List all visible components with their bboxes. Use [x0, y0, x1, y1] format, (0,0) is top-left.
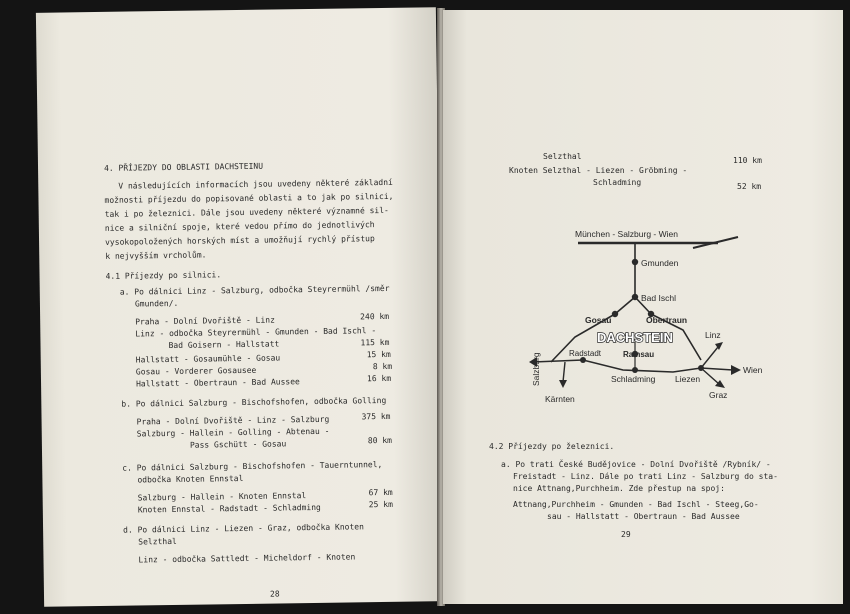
chapter-heading: 4. PŘÍJEZDY DO OBLASTI DACHSTEINU — [103, 161, 264, 173]
map-label-obertraun: Obertraun — [646, 315, 688, 325]
map-label-graz: Graz — [709, 390, 728, 400]
route-distance: 240 km — [360, 311, 390, 322]
map-label-dachstein: DACHSTEIN — [597, 330, 673, 345]
rail-route-line: Attnang,Purchheim - Gmunden - Bad Ischl - Steeg,Go- — [513, 500, 759, 509]
map-node-liezen — [698, 365, 704, 371]
intro-line: tak i po železnici. Dále jsou uvedeny některé významné sil- — [104, 205, 389, 219]
route-text: Selzthal — [543, 152, 582, 161]
section-title-rail: 4.2 Příjezdy po železnici. — [489, 442, 615, 451]
route-text: Pass Gschütt - Gosau — [189, 439, 287, 450]
intro-line: nice a silniční spoje, které vedou přímo do jednotlivých — [104, 220, 375, 233]
map-node-bad-ischl — [632, 294, 638, 300]
item-c-title: odbočka Knoten Ennstal — [137, 473, 244, 485]
intro-line: k nejvyšším vrcholům. — [105, 250, 207, 261]
route-distance: 15 km — [366, 349, 391, 360]
route-text: Linz - odbočka Sattledt - Micheldorf - Knoten — [138, 552, 356, 565]
route-distance: 80 km — [367, 435, 393, 446]
map-label-ramsau: Ramsau — [623, 350, 655, 359]
map-label-bad-ischl: Bad Ischl — [641, 293, 676, 303]
route-distance: 52 km — [737, 182, 762, 191]
item-a-title: Gmunden/. — [134, 298, 179, 309]
map-node-schladming — [632, 367, 638, 373]
route-text: Linz - odbočka Steyrermühl - Gmunden - Bad Ischl - — [135, 326, 377, 339]
right-page — [443, 10, 843, 604]
dachstein-access-map — [523, 212, 783, 412]
route-distance: 375 km — [361, 411, 391, 422]
route-text: Knoten Selzthal - Liezen - Gröbming - — [509, 166, 688, 175]
map-label-gmunden: Gmunden — [641, 258, 679, 268]
rail-route-line: sau - Hallstatt - Obertraun - Bad Aussee — [547, 512, 740, 521]
item-c-title: c. Po dálnici Salzburg - Bischofshofen - Tauerntunnel, — [122, 460, 383, 473]
map-road-gosau — [615, 297, 635, 314]
map-banner-label: München - Salzburg - Wien — [575, 229, 678, 239]
item-d-title: d. Po dálnici Linz - Liezen - Graz, odbočka Knoten — [123, 522, 364, 535]
route-text: Salzburg - Hallein - Golling - Abtenau - — [136, 426, 330, 439]
route-distance: 115 km — [360, 337, 390, 348]
map-road-graz — [701, 368, 719, 384]
route-text: Hallstatt - Gosaumühle - Gosau — [135, 353, 281, 365]
section-title-road: 4.1 Příjezdy po silnici. — [105, 270, 222, 281]
route-distance: 110 km — [733, 156, 762, 165]
route-text: Schladming — [593, 178, 642, 187]
map-label-salzburg: Salzburg — [531, 352, 541, 386]
route-text: Hallstatt - Obertraun - Bad Aussee — [136, 377, 300, 389]
route-distance: 25 km — [368, 499, 393, 510]
rail-paragraph-line: nice Attnang,Purchheim. Zde přestup na spoj: — [513, 484, 725, 493]
map-label-gosau: Gosau — [585, 315, 612, 325]
intro-line: možnosti příjezdu do popisované oblasti a to jak po silnici, — [104, 191, 394, 205]
route-distance: 16 km — [366, 373, 392, 384]
route-text: Salzburg - Hallein - Knoten Ennstal — [137, 491, 307, 503]
map-label-schladming: Schladming — [611, 374, 656, 384]
route-text: Praha - Dolní Dvořiště - Linz — [135, 315, 275, 327]
map-label-linz: Linz — [705, 330, 721, 340]
route-distance: 67 km — [368, 487, 393, 498]
rail-paragraph-line: a. Po trati České Budějovice - Dolní Dvořiště /Rybník/ - — [501, 460, 771, 469]
route-text: Praha - Dolní Dvořiště - Linz - Salzburg — [136, 414, 330, 427]
map-label-karnten: Kärnten — [545, 394, 575, 404]
rail-paragraph-line: Freistadt - Linz. Dále po trati Linz - Salzburg do sta- — [513, 472, 778, 481]
map-label-radstadt: Radstadt — [569, 349, 602, 358]
map-arrow-wien — [731, 365, 741, 375]
route-distance: 8 km — [372, 361, 393, 372]
item-d-title: Selzthal — [138, 536, 177, 547]
map-node-gosau — [612, 311, 618, 317]
item-b-title: b. Po dálnici Salzburg - Bischofshofen, odbočka Golling — [121, 395, 387, 409]
route-text: Gosau - Vorderer Gosausee — [135, 365, 257, 377]
map-node-gmunden — [632, 259, 638, 265]
map-label-wien: Wien — [743, 365, 763, 375]
route-text: Bad Goisern - Hallstatt — [168, 339, 280, 351]
item-a-title: a. Po dálnici Linz - Salzburg, odbočka Steyrermühl /směr — [119, 283, 390, 297]
map-road-linz — [701, 347, 718, 368]
map-label-liezen: Liezen — [675, 374, 701, 384]
route-text: Knoten Ennstal - Radstadt - Schladming — [137, 502, 321, 515]
page-number: 28 — [269, 589, 280, 599]
map-arrow-karnten — [559, 380, 567, 388]
map-road-karnten — [563, 362, 565, 382]
page-number: 29 — [621, 530, 631, 539]
intro-line: V následujících informacích jsou uvedeny některé základní — [118, 177, 393, 191]
intro-line: vysokopoložených horských míst a umožňují rychlý přístup — [105, 234, 375, 247]
left-page — [36, 7, 444, 607]
